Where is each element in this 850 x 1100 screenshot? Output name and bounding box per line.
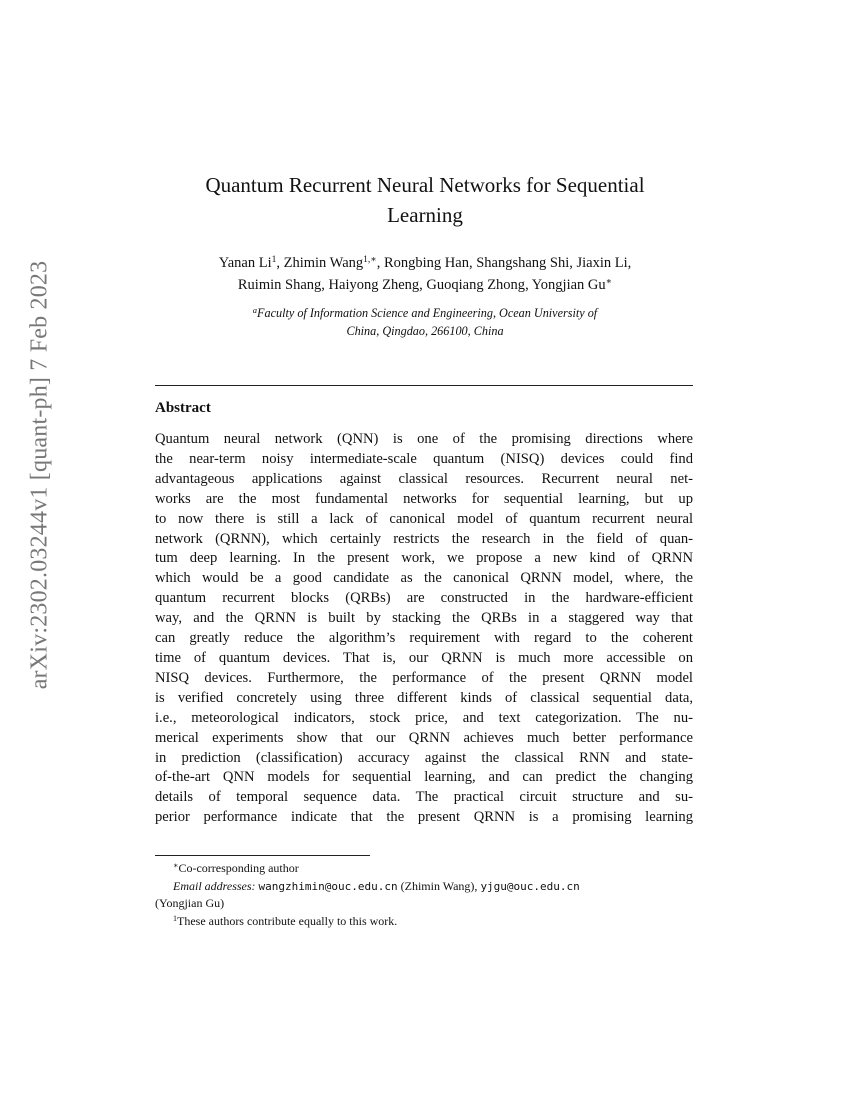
author-name: Jiaxin Li: [576, 255, 628, 271]
footnote-emails: [155, 878, 695, 896]
author-affiliation-marker: ∗: [605, 277, 613, 287]
footnote-marker-1: 1: [173, 913, 177, 923]
author-separator: ,: [419, 277, 427, 293]
abstract-line: to now there is still a lack of canonical model of quantum recurrent neural: [155, 510, 693, 527]
abstract-line: quantum recurrent blocks (QRBs) are constructed in the hardware-efficient: [155, 590, 693, 607]
affiliation: [190, 304, 660, 340]
abstract-line: time of quantum devices. That is, our QRNN is much more accessible on: [155, 649, 693, 666]
author-name: Ruimin Shang: [237, 277, 322, 293]
footnote-equal-contribution: [155, 913, 695, 931]
footnote-equal-text: These authors contribute equally to this work.: [177, 913, 398, 928]
footnote-divider: [155, 855, 370, 856]
author-separator: ,: [627, 255, 632, 271]
author-separator: ,: [376, 255, 384, 271]
author-separator: ,: [468, 255, 477, 271]
email-link-wang[interactable]: wangzhimin@ouc.edu.cn: [258, 879, 398, 893]
author-name: Haiyong Zheng: [328, 277, 420, 293]
footnotes: [155, 860, 695, 930]
abstract-line: the near-term noisy intermediate-scale quantum (NISQ) devices could find: [155, 450, 693, 467]
author-line-2: [140, 274, 710, 296]
author-separator: ,: [276, 255, 284, 271]
abstract-line: way, and the QRNN is built by stacking the QRBs in a staggered way that: [155, 610, 693, 627]
abstract-line: of-the-art QNN models for sequential learning, and can predict the changing: [155, 769, 693, 786]
email-name-wang: (Zhimin Wang),: [397, 878, 481, 893]
author-name: Rongbing Han: [383, 255, 469, 271]
abstract-line: is verified concretely using three different kinds of classical sequential data,: [155, 689, 693, 706]
footnote-email-name-gu: (Yongjian Gu): [155, 896, 225, 910]
arxiv-identifier-stamp: arXiv:2302.03244v1 [quant-ph] 7 Feb 2023: [26, 260, 53, 690]
abstract-body: [155, 430, 693, 828]
author-separator: ,: [569, 255, 577, 271]
affiliation-line-1: [190, 304, 660, 322]
author-line-1: [140, 252, 710, 274]
abstract-line: merical experiments show that our QRNN achieves much better performance: [155, 729, 693, 746]
footnote-corresponding-text: Co-corresponding author: [178, 861, 299, 875]
author-name: Guoqiang Zhong: [426, 277, 526, 293]
author-list: [140, 252, 710, 296]
author-name: Yanan Li: [218, 255, 272, 271]
abstract-line: perior performance indicate that the present QRNN is a promising learning: [155, 809, 693, 826]
email-label: Email addresses:: [173, 878, 256, 893]
author-name: Zhimin Wang: [283, 255, 364, 271]
abstract-line: i.e., meteorological indicators, stock price, and text categorization. The nu-: [155, 709, 693, 726]
section-divider: [155, 385, 693, 386]
abstract-line: tum deep learning. In the present work, we propose a new kind of QRNN: [155, 550, 693, 567]
paper-title: [150, 170, 700, 230]
abstract-line: Quantum neural network (QNN) is one of the promising directions where: [155, 431, 693, 447]
author-affiliation-marker: 1,∗: [363, 255, 377, 265]
email-link-gu[interactable]: yjgu@ouc.edu.cn: [480, 879, 580, 893]
abstract-line: which would be a good candidate as the canonical QRNN model, where, the: [155, 570, 693, 587]
affiliation-marker: a: [252, 305, 258, 315]
abstract-line: in prediction (classification) accuracy against the classical RNN and state-: [155, 749, 693, 766]
affiliation-line-2: China, Qingdao, 266100, China: [346, 324, 504, 338]
title-line-2: Learning: [387, 203, 463, 227]
author-separator: ,: [525, 277, 532, 293]
abstract-line: can greatly reduce the algorithm’s requirement with regard to the coherent: [155, 630, 693, 647]
abstract-heading: Abstract: [155, 400, 211, 416]
abstract-line: details of temporal sequence data. The practical circuit structure and su-: [155, 789, 693, 806]
abstract-line: works are the most fundamental networks for sequential learning, but up: [155, 490, 693, 507]
footnote-corresponding: [155, 860, 695, 878]
author-name: Yongjian Gu: [531, 277, 606, 293]
title-line-1: Quantum Recurrent Neural Networks for Sequential: [205, 173, 645, 197]
footnote-marker-star: ∗: [173, 861, 179, 870]
author-separator: ,: [321, 277, 329, 293]
author-name: Shangshang Shi: [476, 255, 570, 271]
abstract-line: NISQ devices. Furthermore, the performance of the present QRNN model: [155, 669, 693, 686]
affiliation-text-1: Faculty of Information Science and Engineering, Ocean University of: [257, 306, 598, 320]
abstract-line: network (QRNN), which certainly restricts the research in the field of quan-: [155, 530, 693, 547]
author-affiliation-marker: 1: [271, 255, 277, 265]
abstract-line: advantageous applications against classical resources. Recurrent neural net-: [155, 470, 693, 487]
